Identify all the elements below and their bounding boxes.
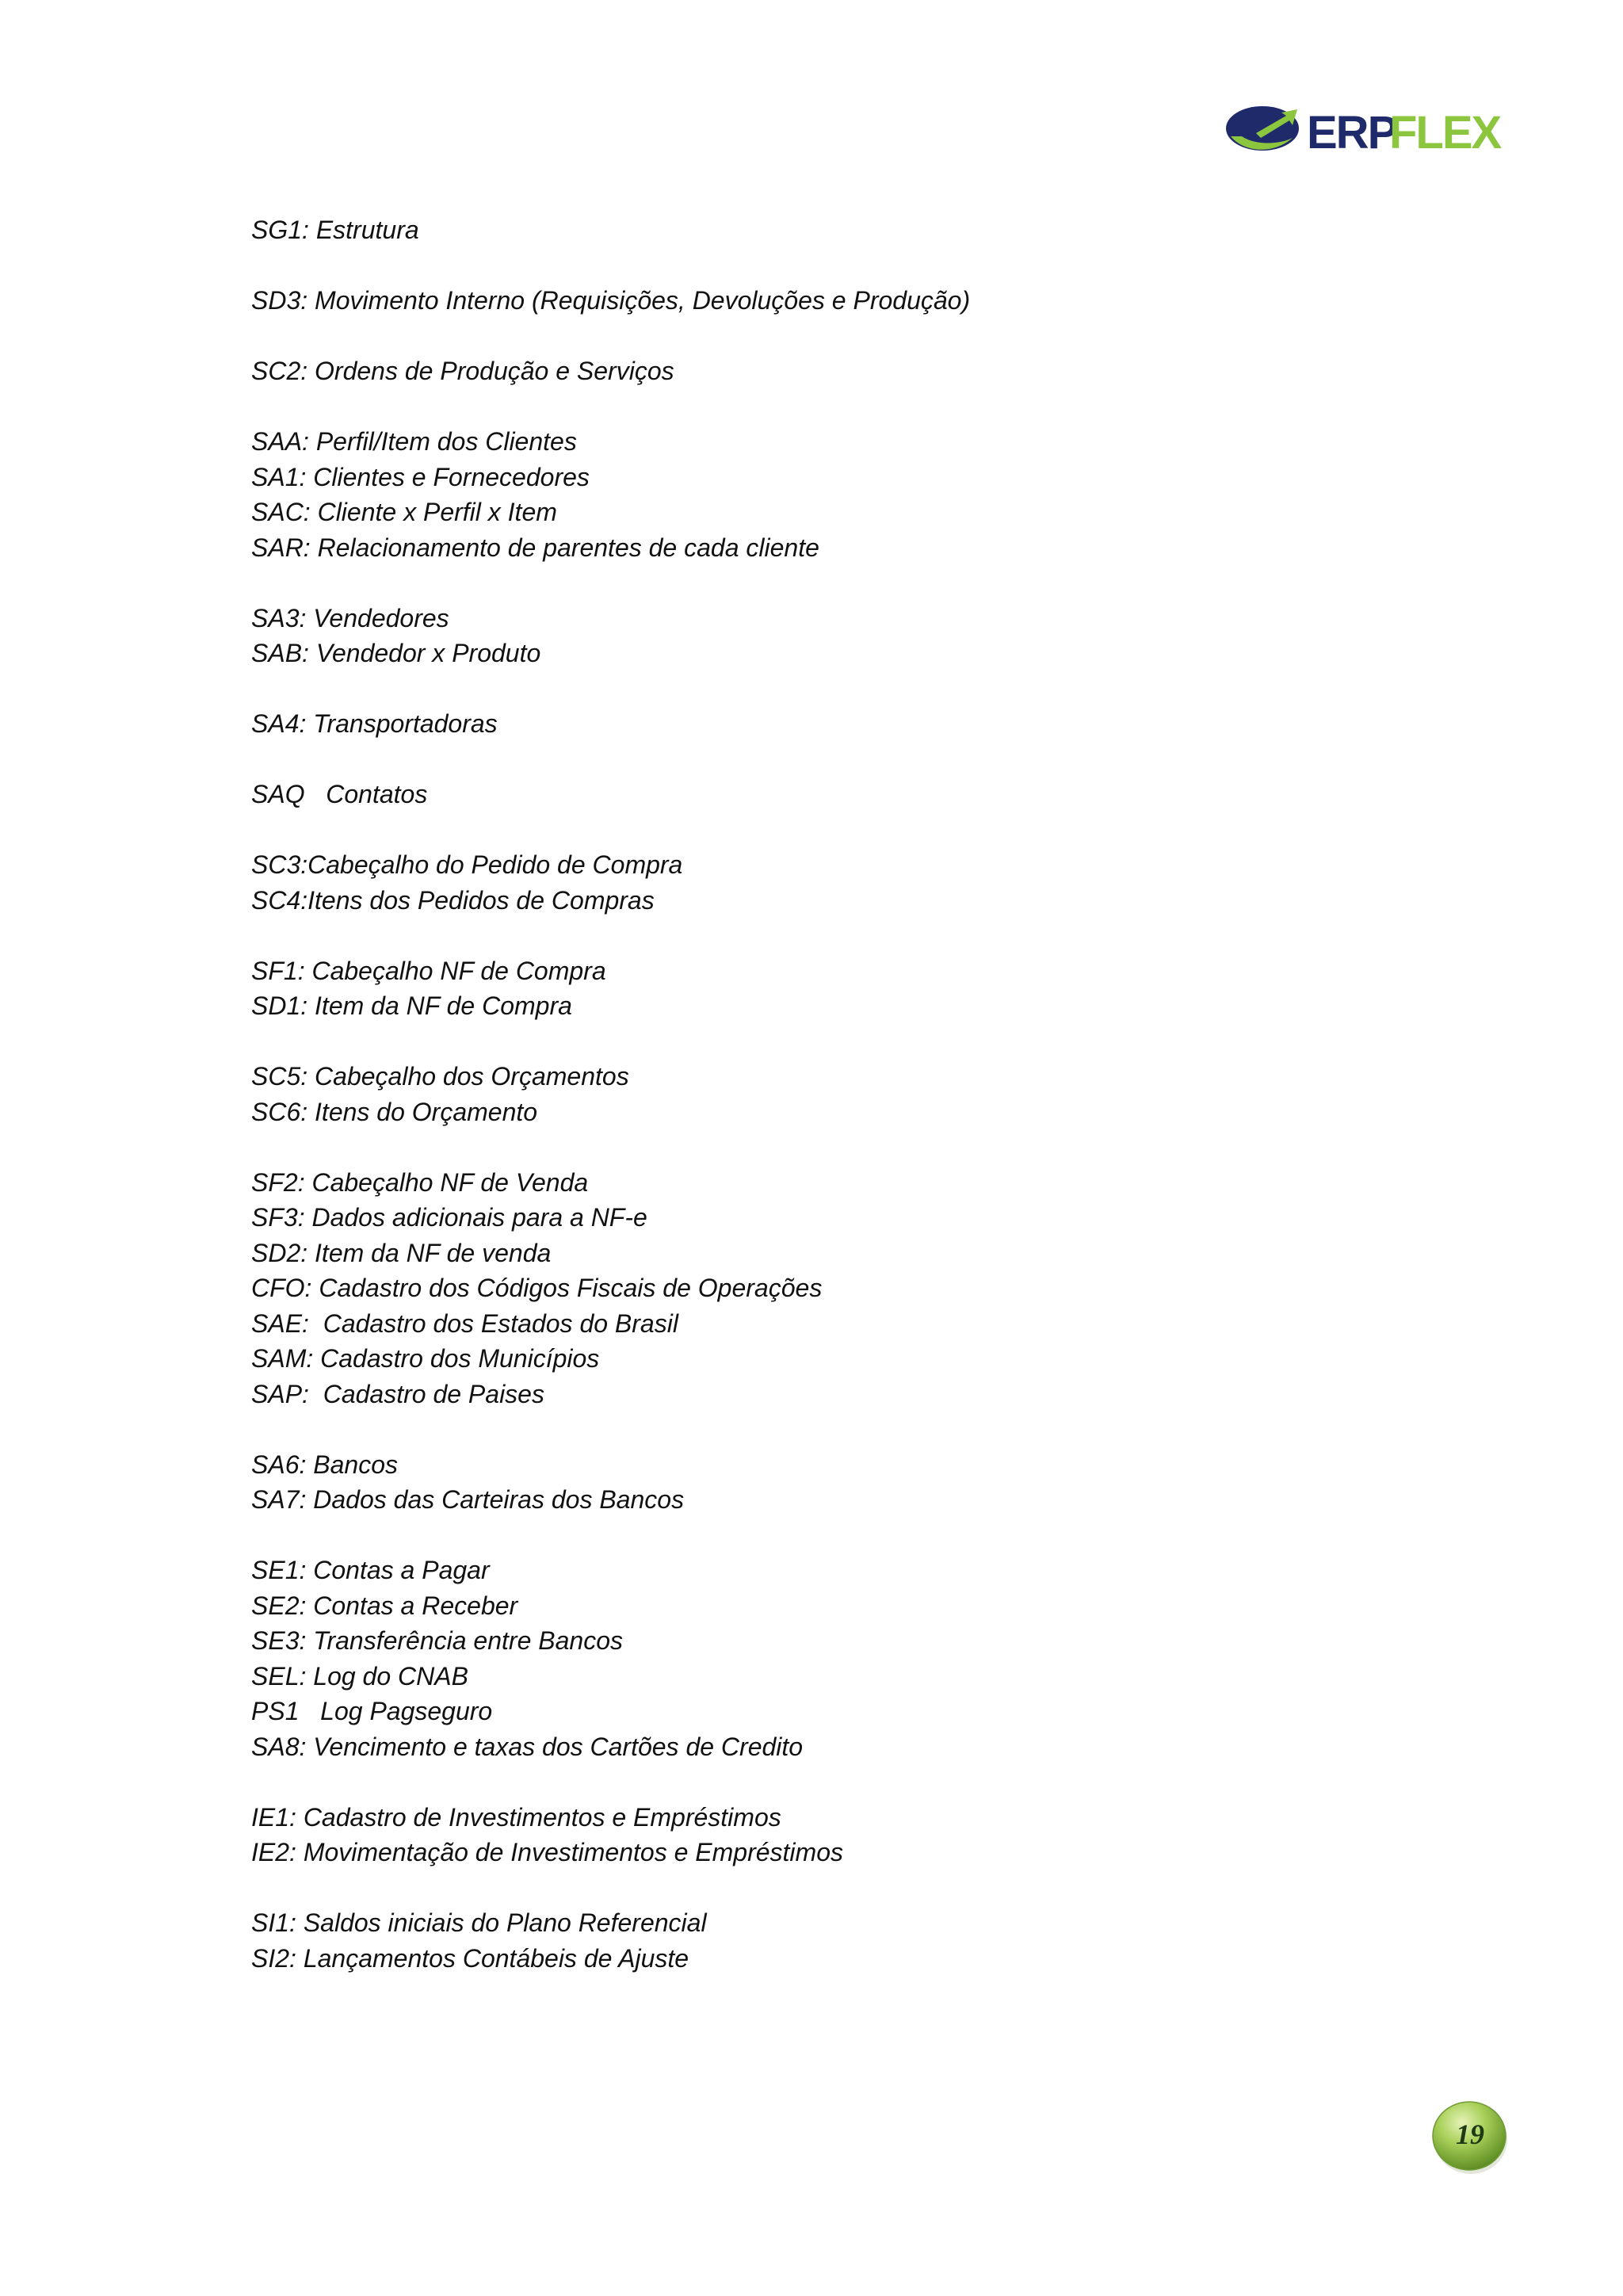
table-entry: SC3:Cabeçalho do Pedido de Compra (251, 850, 683, 879)
table-group (251, 424, 1440, 565)
table-entry: IE2: Movimentação de Investimentos e Empréstimos (251, 1838, 843, 1866)
table-group (251, 706, 1440, 742)
table-group (251, 953, 1440, 1024)
table-entry: SC6: Itens do Orçamento (251, 1097, 538, 1126)
table-entry: SI2: Lançamentos Contábeis de Ajuste (251, 1943, 689, 1973)
table-group (251, 1553, 1440, 1764)
table-entry: SAA: Perfil/Item dos Clientes (251, 427, 577, 456)
table-group (251, 353, 1440, 389)
table-group (251, 777, 1440, 812)
table-list (251, 212, 1440, 2011)
table-entry: SA8: Vencimento e taxas dos Cartões de Credito (251, 1732, 804, 1761)
table-entry: SE1: Contas a Pagar (251, 1556, 490, 1584)
table-entry: IE1: Cadastro de Investimentos e Empréstimos (251, 1802, 781, 1832)
table-entry: SG1: Estrutura (251, 216, 419, 244)
table-entry: SD1: Item da NF de Compra (251, 991, 572, 1020)
page-number: 19 (1456, 2118, 1484, 2150)
logo-text-erp: ERP (1307, 107, 1397, 159)
table-entry: SEL: Log do CNAB (251, 1661, 468, 1690)
table-entry: SA6: Bancos (251, 1450, 398, 1479)
logo-text-flex: FLEX (1389, 107, 1501, 159)
table-entry: SF1: Cabeçalho NF de Compra (251, 956, 606, 985)
table-group (251, 212, 1440, 248)
table-group (251, 601, 1440, 671)
page-number-badge (1430, 2098, 1510, 2177)
table-entry: CFO: Cadastro dos Códigos Fiscais de Operações (251, 1274, 823, 1302)
table-group (251, 847, 1440, 918)
table-entry: PS1 Log Pagseguro (251, 1697, 493, 1725)
table-entry: SC5: Cabeçalho dos Orçamentos (251, 1062, 629, 1091)
table-entry: SAE: Cadastro dos Estados do Brasil (251, 1308, 678, 1338)
table-group (251, 1800, 1440, 1870)
table-entry: SI1: Saldos iniciais do Plano Referencial (251, 1908, 707, 1937)
table-entry: SC4:Itens dos Pedidos de Compras (251, 885, 655, 915)
table-entry: SAB: Vendedor x Produto (251, 639, 541, 667)
table-entry: SA4: Transportadoras (251, 709, 498, 738)
table-entry: SA7: Dados das Carteiras dos Bancos (251, 1485, 685, 1514)
table-entry: SAR: Relacionamento de parentes de cada cliente (251, 533, 819, 562)
erpflex-logo-mark (1224, 101, 1501, 159)
table-entry: SF3: Dados adicionais para a NF-e (251, 1203, 647, 1232)
erpflex-logo (1224, 101, 1501, 159)
table-entry: SE2: Contas a Receber (251, 1591, 518, 1620)
table-entry: SA3: Vendedores (251, 603, 449, 632)
table-group (251, 1447, 1440, 1518)
table-group (251, 1165, 1440, 1412)
table-entry: SF2: Cabeçalho NF de Venda (251, 1167, 589, 1197)
table-group (251, 283, 1440, 319)
table-group (251, 1905, 1440, 1976)
table-entry: SAC: Cliente x Perfil x Item (251, 498, 557, 526)
table-entry: SAP: Cadastro de Paises (251, 1379, 544, 1408)
table-entry: SAM: Cadastro dos Municípios (251, 1344, 600, 1373)
table-entry: SA1: Clientes e Fornecedores (251, 462, 590, 491)
table-entry: SAQ Contatos (251, 780, 428, 808)
table-entry: SE3: Transferência entre Bancos (251, 1626, 623, 1655)
table-entry: SD3: Movimento Interno (Requisições, Devoluções e Produção) (251, 286, 971, 315)
table-group (251, 1059, 1440, 1129)
table-entry: SD2: Item da NF de venda (251, 1238, 552, 1267)
table-entry: SC2: Ordens de Produção e Serviços (251, 357, 674, 385)
